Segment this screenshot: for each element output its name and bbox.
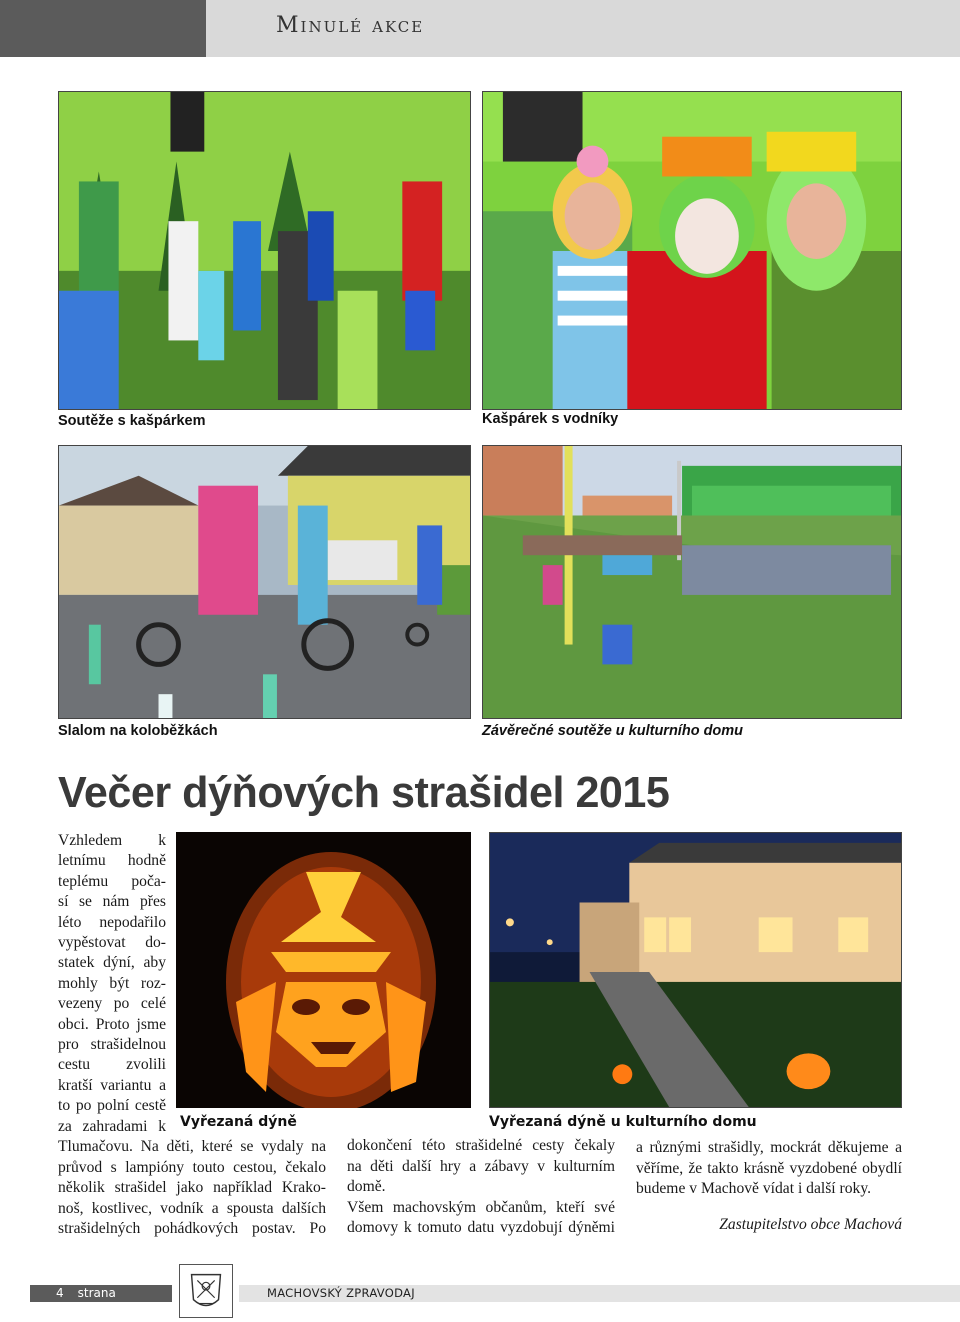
caption-photo3: Slalom na koloběžkách — [58, 723, 218, 739]
text-line: několik strašidel jako například Krako- — [58, 1179, 326, 1197]
photo-scooter-slalom — [58, 445, 471, 719]
article-text-wide — [58, 1137, 326, 1240]
article-text-right — [636, 1138, 902, 1200]
text-line: sí se nám přes — [58, 893, 166, 911]
text-line: léto nepodařilo — [58, 913, 166, 931]
caption-photo6: Vyřezaná dýně u kulturního domu — [489, 1114, 757, 1130]
header-dark-band — [0, 0, 206, 57]
text-line: vypěstovat do- — [58, 934, 166, 952]
text-line: kratší variantu a — [58, 1076, 166, 1094]
text-line: Vzhledem k — [58, 832, 166, 849]
text-line: noš, kostlivec, vodník a spousta dalších — [58, 1199, 326, 1217]
village-crest-icon — [179, 1264, 233, 1318]
photo-clown-with-vodniks — [482, 91, 902, 410]
text-line: na děti další hry a zábavy v kulturním — [347, 1157, 615, 1175]
text-line: věříme, že takto krásně vyzdobené obydlí — [636, 1159, 902, 1177]
text-line: budeme v Machově vídat i další roky. — [636, 1180, 872, 1198]
section-title: Minulé akce — [276, 13, 425, 38]
text-line: obci. Proto jsme — [58, 1015, 166, 1033]
text-line: Všem machovským občanům, kteří své — [347, 1198, 615, 1216]
footer-page-number — [30, 1285, 172, 1302]
article-headline: Večer dýňových strašidel 2015 — [58, 768, 670, 817]
text-line: Tlumačovu. Na děti, které se vydaly na — [58, 1138, 326, 1155]
page-number: 4 — [56, 1286, 64, 1300]
footer-publication-name: MACHOVSKÝ ZPRAVODAJ — [239, 1285, 960, 1302]
article-signature: Zastupitelstvo obce Machová — [719, 1216, 902, 1233]
photo-final-contests — [482, 445, 902, 719]
text-line: vezeny po celé — [58, 995, 166, 1013]
article-text-middle — [347, 1136, 615, 1239]
text-line: domovy k tomuto datu vyzdobují dýněmi — [347, 1219, 615, 1237]
text-line: letnímu hodně — [58, 852, 166, 870]
photo-pumpkins-at-cultural-house — [489, 832, 902, 1108]
text-line: mohly být roz- — [58, 974, 166, 992]
caption-photo4: Závěrečné soutěže u kulturního domu — [482, 723, 744, 739]
text-line: teplému poča- — [58, 872, 166, 890]
page-word: strana — [77, 1286, 116, 1300]
text-line: za zahradami k — [58, 1117, 166, 1135]
photo-contest-with-clown — [58, 91, 471, 410]
article-text-narrow — [58, 831, 166, 1137]
caption-photo2: Kašpárek s vodníky — [482, 411, 619, 427]
text-line: pro strašidelnou — [58, 1036, 166, 1054]
text-line: a různými strašidly, mockrát děkujeme a — [636, 1139, 902, 1156]
text-line: dokončení této strašidelné cesty čekaly — [347, 1137, 615, 1154]
caption-photo1: Soutěže s kašpárkem — [58, 413, 206, 429]
caption-photo5: Vyřezaná dýně — [180, 1114, 297, 1130]
text-line: statek dýní, aby — [58, 954, 166, 972]
text-line: strašidelných pohádkových postav. Po — [58, 1220, 326, 1238]
text-line: domě. — [347, 1178, 386, 1196]
text-line: průvod s lampióny touto cestou, čekalo — [58, 1158, 326, 1176]
text-line: cestu zvolili — [58, 1056, 166, 1074]
photo-carved-pumpkin — [176, 832, 471, 1108]
text-line: to po polní cestě — [58, 1097, 166, 1115]
